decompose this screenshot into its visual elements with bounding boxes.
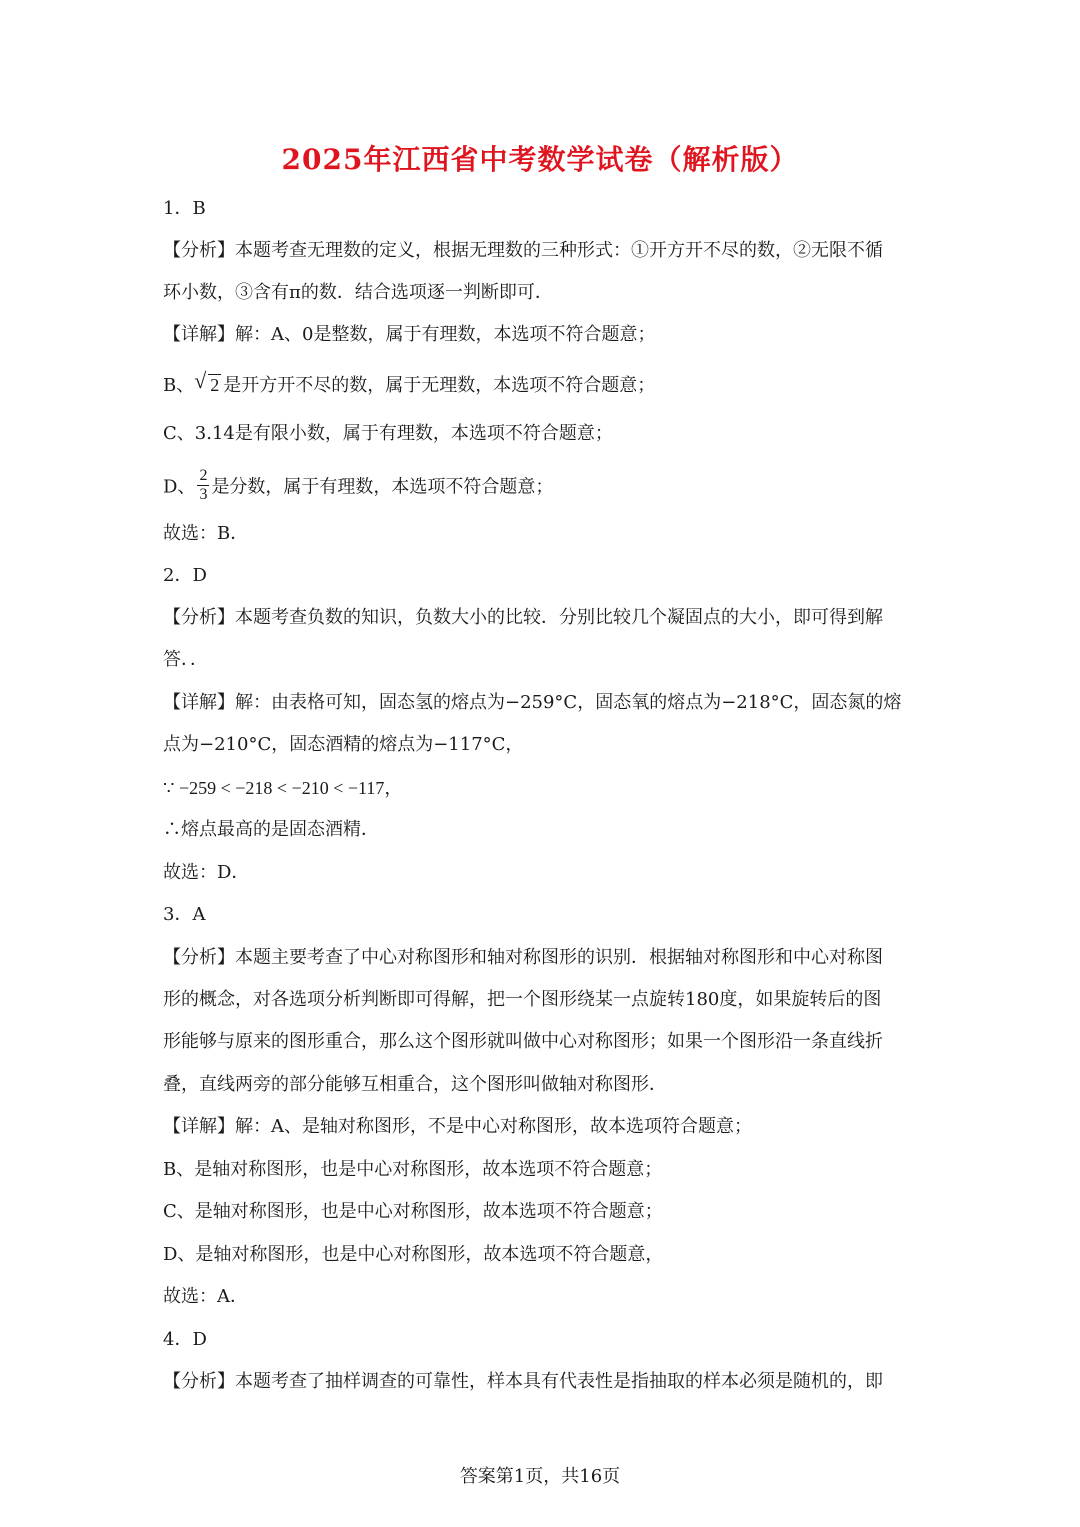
q2-therefore: ∴熔点最高的是固态酒精． bbox=[163, 819, 379, 840]
fraction-expression bbox=[197, 467, 209, 504]
q2-because: ∵ −259 < −218 < −210 < −117， bbox=[163, 778, 403, 798]
q3-answer: 3．A bbox=[163, 904, 206, 925]
sqrt-radicand: 2 bbox=[210, 375, 220, 395]
page-footer: 答案第1页，共16页 bbox=[459, 1466, 621, 1487]
sqrt-expression bbox=[194, 370, 221, 400]
q1-detail-a: 【详解】解：A、0是整数，属于有理数，本选项不符合题意； bbox=[163, 324, 656, 345]
q1-detail-d bbox=[163, 469, 923, 506]
q1-detail-d-prefix: D、 bbox=[163, 476, 196, 498]
q4-answer: 4．D bbox=[163, 1329, 207, 1350]
q2-detail-line-2: 点为−210°C，固态酒精的熔点为−117°C， bbox=[163, 734, 524, 755]
q3-analysis-line-1: 【分析】本题主要考查了中心对称图形和轴对称图形的识别．根据轴对称图形和中心对称图 bbox=[163, 947, 883, 968]
q2-detail-line-1: 【详解】解：由表格可知，固态氢的熔点为−259°C，固态氧的熔点为−218°C，固态氮的熔 bbox=[163, 692, 902, 713]
q4-analysis-line-1: 【分析】本题考查了抽样调查的可靠性，样本具有代表性是指抽取的样本必须是随机的，即 bbox=[163, 1371, 883, 1392]
q3-detail-c: C、是轴对称图形，也是中心对称图形，故本选项不符合题意； bbox=[163, 1201, 663, 1222]
q1-detail-b-prefix: B、 bbox=[163, 375, 195, 396]
q3-choose: 故选：A． bbox=[163, 1286, 248, 1307]
q3-detail-a: 【详解】解：A、是轴对称图形，不是中心对称图形，故本选项符合题意； bbox=[163, 1116, 752, 1137]
page-title: 2025年江西省中考数学试卷（解析版） bbox=[281, 143, 799, 176]
fraction-denominator: 3 bbox=[199, 486, 208, 503]
fraction-numerator: 2 bbox=[199, 467, 208, 484]
q1-analysis-line-1: 【分析】本题考查无理数的定义，根据无理数的三种形式：①开方开不尽的数，②无限不循 bbox=[163, 240, 883, 261]
q1-answer: 1．B bbox=[163, 198, 206, 219]
q2-analysis-line-2: 答．． bbox=[163, 649, 208, 670]
q2-choose: 故选：D． bbox=[163, 862, 250, 883]
q3-analysis-line-4: 叠，直线两旁的部分能够互相重合，这个图形叫做轴对称图形． bbox=[163, 1074, 667, 1095]
q1-detail-d-text: 是分数，属于有理数，本选项不符合题意； bbox=[211, 476, 554, 498]
q3-detail-b: B、是轴对称图形，也是中心对称图形，故本选项不符合题意； bbox=[163, 1159, 663, 1180]
q1-detail-b bbox=[163, 370, 923, 401]
q3-analysis-line-2: 形的概念，对各选项分析判断即可得解，把一个图形绕某一点旋转180度，如果旋转后的图 bbox=[163, 989, 882, 1010]
q3-detail-d: D、是轴对称图形，也是中心对称图形，故本选项不符合题意， bbox=[163, 1244, 664, 1265]
radical-sign-icon: √ bbox=[194, 368, 207, 393]
q3-analysis-line-3: 形能够与原来的图形重合，那么这个图形就叫做中心对称图形；如果一个图形沿一条直线折 bbox=[163, 1031, 883, 1052]
q1-choose: 故选：B． bbox=[163, 523, 249, 544]
q2-answer: 2．D bbox=[163, 565, 207, 586]
q1-detail-b-text: 是开方开不尽的数，属于无理数，本选项不符合题意； bbox=[223, 375, 656, 396]
q1-analysis-line-2: 环小数，③含有π的数．结合选项逐一判断即可． bbox=[163, 282, 553, 303]
q1-detail-c: C、3.14是有限小数，属于有理数，本选项不符合题意； bbox=[163, 423, 613, 444]
q2-analysis-line-1: 【分析】本题考查负数的知识，负数大小的比较．分别比较几个凝固点的大小，即可得到解 bbox=[163, 607, 883, 628]
